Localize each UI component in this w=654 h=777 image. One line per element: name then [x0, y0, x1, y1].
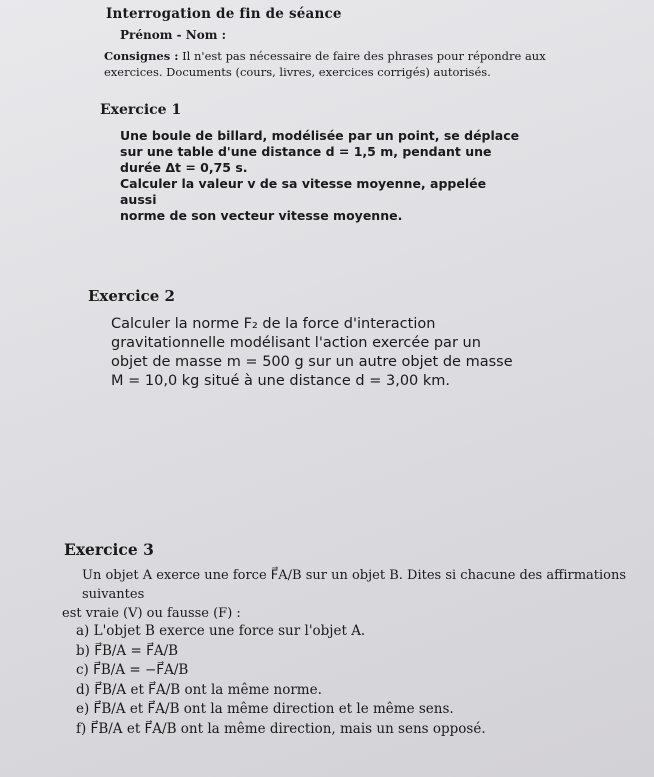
exercise-2-line: objet de masse m = 500 g sur un autre objet de masse — [111, 354, 513, 370]
exercise-2-line: gravitationnelle modélisant l'action exercée par un — [111, 335, 481, 351]
exercise-2-statement — [111, 315, 531, 391]
instructions — [104, 48, 604, 80]
exercise-1-line: durée Δt = 0,75 s. — [120, 160, 248, 175]
exercise-3-statements — [76, 622, 636, 739]
statement-e: e) F⃗B/A et F⃗A/B ont la même direction et le même sens. — [76, 701, 454, 717]
exercise-2-line: M = 10,0 kg situé à une distance d = 3,00 km. — [111, 373, 451, 389]
exercise-1-line: sur une table d'une distance d = 1,5 m, pendant une — [120, 144, 492, 159]
exercise-1-line: norme de son vecteur vitesse moyenne. — [120, 208, 403, 223]
exercise-3-intro-line: Un objet A exerce une force F⃗A/B sur un objet B. Dites si chacune des affirmations suivantes — [82, 568, 627, 602]
statement-f: f) F⃗B/A et F⃗A/B ont la même direction, mais un sens opposé. — [76, 720, 486, 737]
name-field-label: Prénom - Nom : — [120, 28, 227, 42]
exercise-3-intro — [62, 566, 642, 623]
exercise-1-heading: Exercice 1 — [100, 102, 182, 118]
statement-c: c) F⃗B/A = −F⃗A/B — [76, 662, 189, 678]
exercise-2-heading: Exercice 2 — [88, 287, 175, 305]
instructions-text: Il n'est pas nécessaire de faire des phrases pour répondre aux exercices. Documents (cours, livres, exercices corrigés) autorisés. — [104, 49, 546, 79]
exercise-1-line: Calculer la valeur v de sa vitesse moyenne, appelée aussi — [120, 176, 487, 207]
page-title: Interrogation de fin de séance — [106, 6, 342, 22]
exercise-3-heading: Exercice 3 — [64, 540, 154, 559]
exercise-2-line: Calculer la norme F₂ de la force d'interaction — [111, 316, 436, 332]
instructions-label: Consignes : — [104, 49, 179, 63]
statement-b: b) F⃗B/A = F⃗A/B — [76, 642, 179, 659]
exercise-1-line: Une boule de billard, modélisée par un point, se déplace — [120, 128, 520, 143]
exercise-3-intro-line: est vraie (V) ou fausse (F) : — [62, 606, 241, 621]
statement-d: d) F⃗B/A et F⃗A/B ont la même norme. — [76, 681, 322, 698]
exercise-1-statement — [120, 128, 520, 224]
statement-a: a) L'objet B exerce une force sur l'objet A. — [76, 623, 366, 639]
